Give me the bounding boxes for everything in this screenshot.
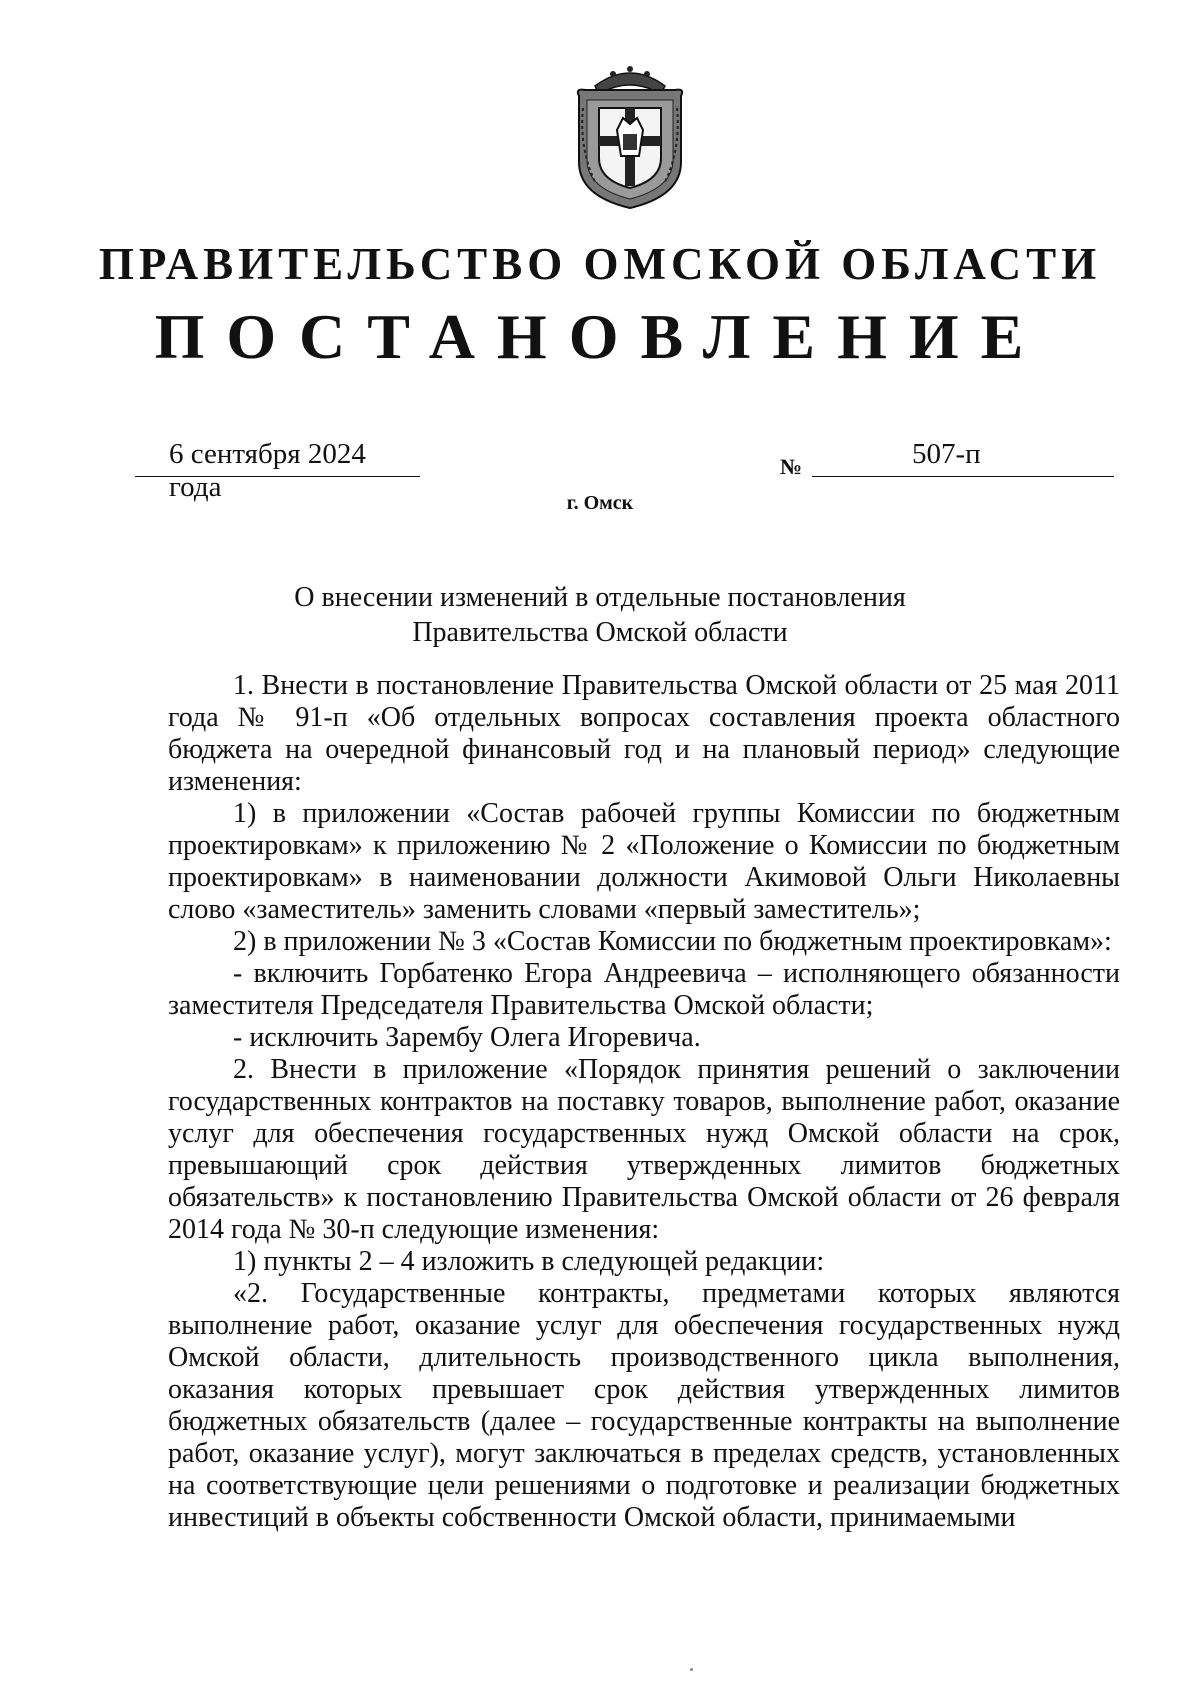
body-paragraph: - исключить Зарембу Олега Игоревича. bbox=[233, 1022, 701, 1053]
body-paragraph: 1) в приложении «Состав рабочей группы Комиссии по бюджетным проектировкам» к приложению № 2 «Положение о Комиссии по бюджетным проектировкам» в наименовании должности Акимовой Ольги Николаевны слово «заместитель» заменить словами «первый заместитель»; bbox=[168, 798, 1120, 925]
document-body bbox=[168, 670, 1120, 1534]
body-paragraph: 1. Внести в постановление Правительства Омской области от 25 мая 2011 года № 91-п «Об отдельных вопросах составления проекта областного бюджета на очередной финансовый год и на плановый период» следующие изменения: bbox=[168, 670, 1120, 797]
org-title: ПРАВИТЕЛЬСТВО ОМСКОЙ ОБЛАСТИ bbox=[98, 239, 1102, 289]
coat-of-arms-icon bbox=[565, 58, 695, 210]
body-paragraph: - включить Горбатенко Егора Андреевича – исполняющего обязанности заместителя Председателя Правительства Омской области; bbox=[168, 958, 1120, 1021]
number-field bbox=[812, 438, 1114, 477]
body-paragraph: 1) пункты 2 – 4 изложить в следующей редакции: bbox=[233, 1246, 825, 1277]
body-paragraph: 2) в приложении № 3 «Состав Комиссии по бюджетным проектировкам»: bbox=[233, 926, 1112, 957]
document-subject bbox=[0, 580, 1200, 650]
number-label: № bbox=[780, 454, 803, 479]
document-date: 6 сентября 2024 года bbox=[169, 438, 366, 503]
scan-speck bbox=[690, 1668, 693, 1671]
issue-city: г. Омск bbox=[566, 492, 634, 514]
body-paragraph: 2. Внести в приложение «Порядок принятия решений о заключении государственных контрактов на поставку товаров, выполнение работ, оказание услуг для обеспечения государственных нужд Омской области на срок, превышающий срок действия утвержденных лимитов бюджетных обязательств» к постановлению Правительства Омской области от 26 февраля 2014 года № 30-п следующие изменения: bbox=[168, 1054, 1120, 1245]
document-number: 507-п bbox=[912, 438, 981, 470]
subject-line: Правительства Омской области bbox=[412, 617, 788, 648]
document-type-heading: ПОСТАНОВЛЕНИЕ bbox=[154, 301, 1046, 372]
body-paragraph: «2. Государственные контракты, предметами которых являются выполнение работ, оказание услуг для обеспечения государственных нужд Омской области, длительность производственного цикла выполнения, оказания которых превышает срок действия утвержденных лимитов бюджетных обязательств (далее – государственные контракты на выполнение работ, оказание услуг), могут заключаться в пределах средств, установленных на соответствующие цели решениями о подготовке и реализации бюджетных инвестиций в объекты собственности Омской области, принимаемыми bbox=[168, 1278, 1120, 1533]
date-field bbox=[135, 438, 420, 503]
subject-line: О внесении изменений в отдельные постановления bbox=[294, 582, 906, 613]
